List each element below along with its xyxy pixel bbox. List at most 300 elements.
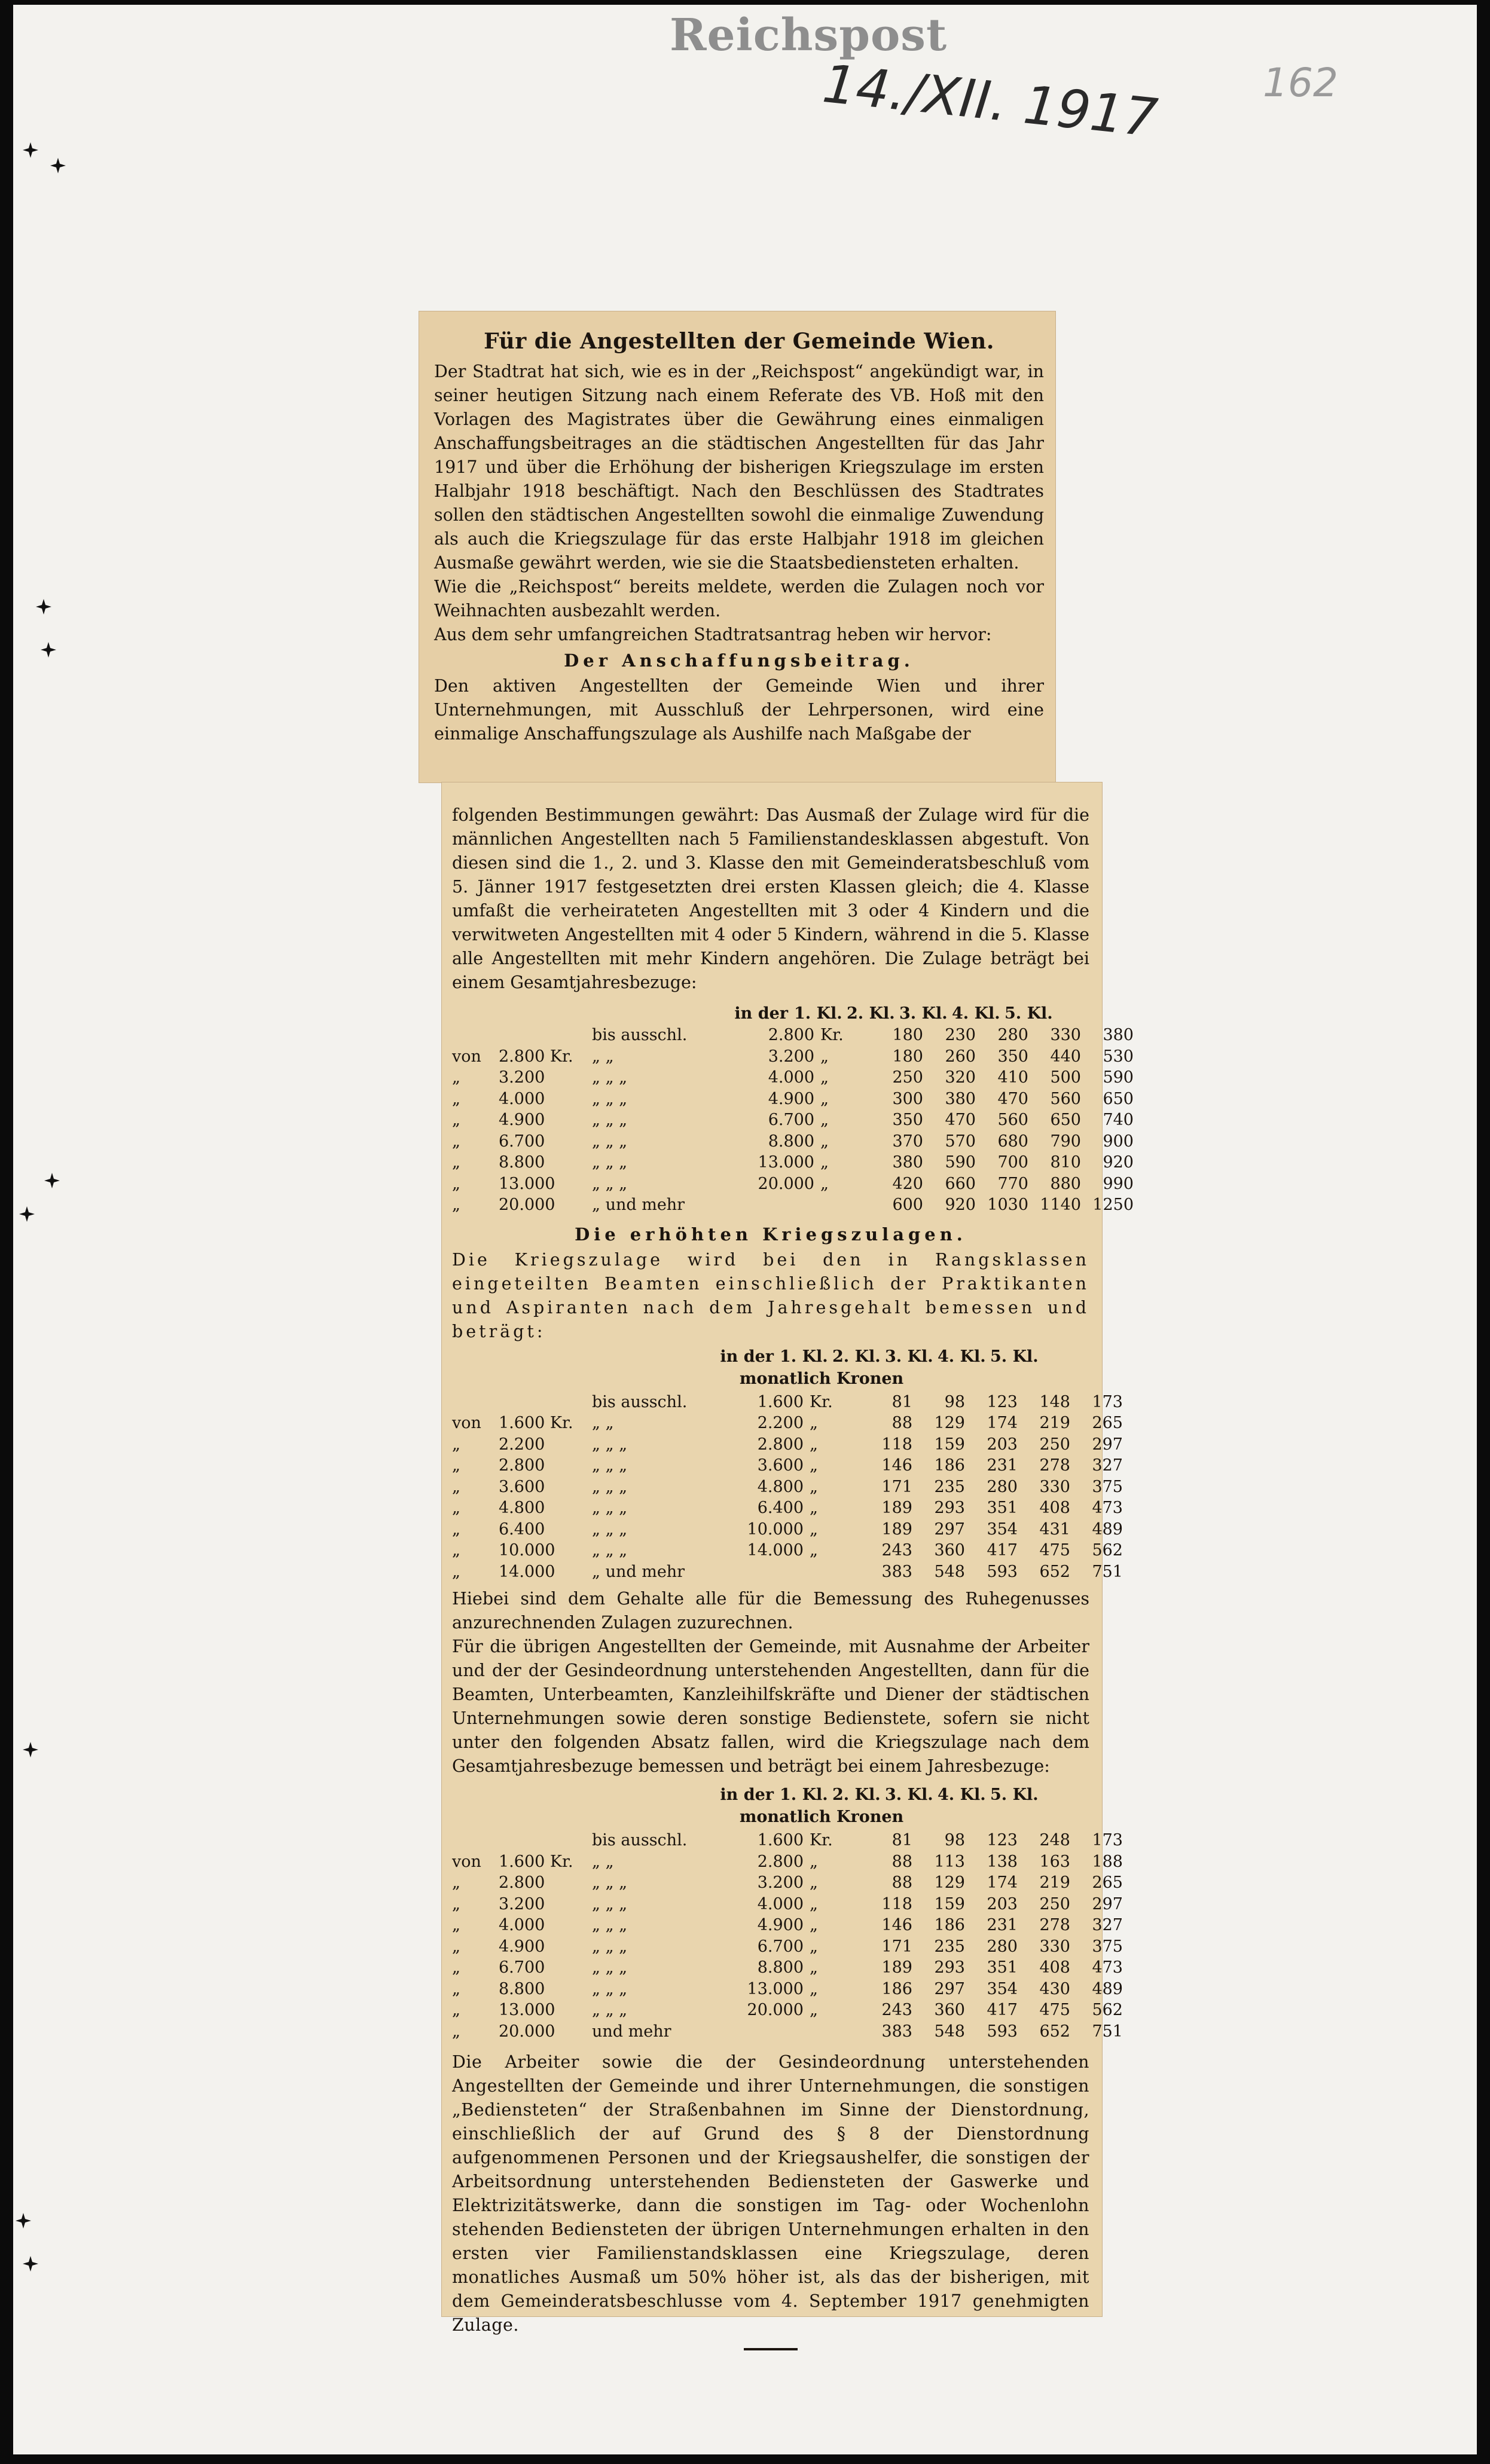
row-value-cell: 593 bbox=[987, 2022, 1018, 2041]
row-to-cell: 6.400 bbox=[757, 1499, 804, 1517]
row-bis-cell: „ „ bbox=[592, 1047, 614, 1066]
row-value-cell: 189 bbox=[881, 1520, 912, 1539]
row-von-cell: „ bbox=[452, 1894, 460, 1913]
table-row bbox=[452, 1109, 1134, 1131]
row-unit-cell: „ bbox=[820, 1153, 829, 1172]
row-value-cell: 260 bbox=[945, 1047, 976, 1066]
row-unit-cell: „ bbox=[810, 1414, 818, 1432]
row-von-cell bbox=[452, 1025, 499, 1046]
table2-header bbox=[452, 1346, 1089, 1368]
row-value-cell: 470 bbox=[945, 1111, 976, 1129]
row-bis-cell: „ „ bbox=[592, 1414, 614, 1432]
row-value-cell: 203 bbox=[987, 1894, 1018, 1913]
row-bis-cell: „ und mehr bbox=[592, 1562, 685, 1581]
row-value-cell: 351 bbox=[987, 1499, 1018, 1517]
row-from-cell: 8.800 bbox=[499, 1153, 545, 1172]
row-to-cell: 14.000 bbox=[747, 1541, 804, 1560]
row-from-cell: 6.700 bbox=[499, 1132, 545, 1151]
table-header-prefix: in der bbox=[720, 1786, 774, 1804]
table-header-class: 4. Kl. bbox=[938, 1347, 986, 1366]
end-rule bbox=[744, 2348, 798, 2350]
row-value-cell: 360 bbox=[934, 1541, 965, 1560]
section-heading-kriegszulagen: Die erhöhten Kriegszulagen. bbox=[575, 1224, 967, 1245]
row-value-cell: 180 bbox=[892, 1026, 923, 1044]
row-value-cell: 146 bbox=[881, 1456, 912, 1475]
row-from-cell: 6.700 bbox=[499, 1958, 545, 1977]
table-row bbox=[452, 1561, 1123, 1583]
table-row bbox=[452, 1067, 1134, 1089]
row-to-cell: 4.900 bbox=[768, 1089, 814, 1108]
row-bis-cell: „ „ „ bbox=[592, 1979, 628, 1998]
row-value-cell: 173 bbox=[1092, 1831, 1123, 1849]
row-von-cell: „ bbox=[452, 1979, 460, 1998]
row-value-cell: 548 bbox=[934, 2022, 965, 2041]
row-bis-cell: „ „ „ bbox=[592, 1937, 628, 1956]
row-unit-cell: „ bbox=[820, 1174, 829, 1193]
row-value-cell: 700 bbox=[997, 1153, 1028, 1172]
row-value-cell: 81 bbox=[891, 1392, 912, 1411]
row-value-cell: 383 bbox=[881, 2022, 912, 2041]
row-value-cell: 171 bbox=[881, 1937, 912, 1956]
row-from-cell: 14.000 bbox=[499, 1562, 555, 1581]
row-to-cell: 4.000 bbox=[768, 1068, 814, 1087]
row-value-cell: 660 bbox=[945, 1174, 976, 1193]
table-row bbox=[452, 1455, 1123, 1476]
table-header-class: 5. Kl. bbox=[990, 1786, 1039, 1804]
row-value-cell: 123 bbox=[987, 1392, 1018, 1411]
row-bis-cell: „ „ „ bbox=[592, 1132, 628, 1151]
row-from-cell: 20.000 bbox=[499, 1196, 555, 1214]
row-unit-cell: „ bbox=[820, 1047, 829, 1066]
row-value-cell: 148 bbox=[1039, 1392, 1070, 1411]
table-row bbox=[452, 2000, 1123, 2021]
row-value-cell: 293 bbox=[934, 1958, 965, 1977]
row-value-cell: 408 bbox=[1039, 1958, 1070, 1977]
row-value-cell: 751 bbox=[1092, 2022, 1123, 2041]
row-value-cell: 186 bbox=[881, 1979, 912, 1998]
anschaffungszulage-table bbox=[452, 1025, 1134, 1216]
table-row bbox=[452, 1957, 1123, 1979]
pin-hole-icon bbox=[43, 1172, 57, 1186]
row-from-cell bbox=[499, 1830, 592, 1851]
row-value-cell: 231 bbox=[987, 1456, 1018, 1475]
row-value-cell: 562 bbox=[1092, 2001, 1123, 2019]
row-value-cell: 297 bbox=[1092, 1894, 1123, 1913]
row-value-cell: 327 bbox=[1092, 1456, 1123, 1475]
row-von-cell: „ bbox=[452, 1916, 460, 1934]
row-von-cell: von bbox=[452, 1414, 481, 1432]
table-row bbox=[452, 1936, 1123, 1958]
table-row bbox=[452, 1894, 1123, 1915]
row-von-cell: „ bbox=[452, 1174, 460, 1193]
row-von-cell: „ bbox=[452, 1520, 460, 1539]
row-to-cell: 4.800 bbox=[757, 1477, 804, 1496]
row-from-cell: 4.000 bbox=[499, 1916, 545, 1934]
row-to-cell: 2.800 bbox=[768, 1026, 814, 1044]
table-header-prefix: in der bbox=[734, 1004, 788, 1023]
row-value-cell: 219 bbox=[1039, 1873, 1070, 1892]
table-header-class: 2. Kl. bbox=[832, 1786, 881, 1804]
row-from-cell: 2.800 bbox=[499, 1873, 545, 1892]
row-bis-cell: „ „ „ bbox=[592, 1089, 628, 1108]
row-value-cell: 174 bbox=[987, 1414, 1018, 1432]
row-value-cell: 548 bbox=[934, 1562, 965, 1581]
row-value-cell: 440 bbox=[1050, 1047, 1081, 1066]
reichspost-stamp: Reichspost bbox=[670, 10, 948, 61]
table-header-class: 3. Kl. bbox=[899, 1004, 948, 1023]
row-value-cell: 138 bbox=[987, 1852, 1018, 1871]
row-value-cell: 530 bbox=[1103, 1047, 1134, 1066]
table2-unit-label: monatlich Kronen bbox=[739, 1369, 904, 1388]
row-von-cell: „ bbox=[452, 2001, 460, 2019]
section1-paragraph: Den aktiven Angestellten der Gemeinde Wien und ihrer Unternehmungen, mit Ausschluß der Lehrpersonen, wird eine einmalige Anschaffungszulage als Aushilfe nach Maßgabe der bbox=[434, 676, 1044, 744]
row-value-cell: 380 bbox=[892, 1153, 923, 1172]
row-value-cell: 330 bbox=[1039, 1477, 1070, 1496]
table-header-class: 5. Kl. bbox=[1004, 1004, 1053, 1023]
row-from-cell: 10.000 bbox=[499, 1541, 555, 1560]
row-unit-cell: „ bbox=[810, 1541, 818, 1560]
table-row bbox=[452, 1152, 1134, 1173]
row-value-cell: 129 bbox=[934, 1414, 965, 1432]
row-from-cell: 2.200 bbox=[499, 1435, 545, 1454]
table-header-class: 3. Kl. bbox=[885, 1347, 933, 1366]
table-header-class: 2. Kl. bbox=[832, 1347, 881, 1366]
row-value-cell: 590 bbox=[1103, 1068, 1134, 1087]
row-from-cell: 4.800 bbox=[499, 1499, 545, 1517]
row-unit-cell: „ bbox=[810, 1873, 818, 1892]
table-row bbox=[452, 1915, 1123, 1936]
row-value-cell: 280 bbox=[997, 1026, 1028, 1044]
row-value-cell: 129 bbox=[934, 1873, 965, 1892]
row-value-cell: 231 bbox=[987, 1916, 1018, 1934]
row-value-cell: 560 bbox=[997, 1111, 1028, 1129]
row-value-cell: 330 bbox=[1039, 1937, 1070, 1956]
table-row bbox=[452, 1413, 1123, 1434]
row-unit-cell bbox=[810, 2021, 866, 2043]
row-from-cell: 3.200 bbox=[499, 1894, 545, 1913]
row-unit-cell: „ bbox=[820, 1132, 829, 1151]
row-bis-cell: „ „ „ bbox=[592, 1499, 628, 1517]
row-value-cell: 118 bbox=[881, 1435, 912, 1454]
row-value-cell: 354 bbox=[987, 1520, 1018, 1539]
intro-paragraph: Aus dem sehr umfangreichen Stadtratsantrag heben wir hervor: bbox=[434, 625, 992, 644]
newspaper-clipping-bottom bbox=[441, 782, 1134, 2335]
angestellten-kriegszulage-table bbox=[452, 1830, 1123, 2042]
row-value-cell: 265 bbox=[1092, 1414, 1123, 1432]
row-unit-cell: „ bbox=[810, 1499, 818, 1517]
row-value-cell: 920 bbox=[945, 1196, 976, 1214]
row-value-cell: 235 bbox=[934, 1477, 965, 1496]
row-value-cell: 174 bbox=[987, 1873, 1018, 1892]
row-value-cell: 1030 bbox=[987, 1196, 1028, 1214]
row-von-cell: von bbox=[452, 1047, 481, 1066]
row-value-cell: 243 bbox=[881, 2001, 912, 2019]
table-header-class: 3. Kl. bbox=[885, 1786, 933, 1804]
section4-paragraph: Die Arbeiter sowie die der Gesindeordnung unterstehenden Angestellten der Gemeinde und ihrer Unternehmungen, die sonstigen „Bediensteten“ der Straßenbahnen im Sinne der Dienstordnung, einschließlich der auf Grund des § 8 der Dienstordnung aufgenommenen Personen und der Kriegsaushelfer, die sonstigen der Arbeitsordnung unterstehenden Bediensteten der Gaswerke und Elektrizitätswerke, dann die sonstigen im Tag- oder Wochenlohn stehenden Bediensteten der übrigen Unternehmungen erhalten in den ersten vier Familienstandsklassen eine Kriegszulage, deren monatliches Ausmaß um 50% höher ist, als das der bisherigen, mit dem Gemeinderatsbeschlusse vom 4. September 1917 genehmigten Zulage. bbox=[452, 2052, 1089, 2335]
row-value-cell: 880 bbox=[1050, 1174, 1081, 1193]
row-value-cell: 203 bbox=[987, 1435, 1018, 1454]
table-header-class: 4. Kl. bbox=[938, 1786, 986, 1804]
row-value-cell: 330 bbox=[1050, 1026, 1081, 1044]
row-von-cell: „ bbox=[452, 1196, 460, 1214]
row-value-cell: 180 bbox=[892, 1047, 923, 1066]
row-value-cell: 278 bbox=[1039, 1456, 1070, 1475]
table-header-class: 5. Kl. bbox=[990, 1347, 1039, 1366]
row-unit-cell: „ bbox=[820, 1089, 829, 1108]
row-value-cell: 380 bbox=[1103, 1026, 1134, 1044]
row-unit-cell bbox=[820, 1194, 877, 1216]
row-bis-cell: „ „ „ bbox=[592, 1916, 628, 1934]
pin-hole-icon bbox=[22, 1741, 39, 1759]
row-value-cell: 790 bbox=[1050, 1132, 1081, 1151]
row-value-cell: 420 bbox=[892, 1174, 923, 1193]
row-von-cell: „ bbox=[452, 1153, 460, 1172]
row-unit-cell bbox=[810, 1561, 866, 1583]
row-value-cell: 320 bbox=[945, 1068, 976, 1087]
row-from-cell bbox=[499, 1392, 592, 1413]
row-to-cell bbox=[727, 1561, 810, 1583]
table-row bbox=[452, 1497, 1123, 1519]
row-value-cell: 230 bbox=[945, 1026, 976, 1044]
row-value-cell: 1140 bbox=[1040, 1196, 1081, 1214]
table-header-prefix: in der bbox=[720, 1347, 774, 1366]
row-value-cell: 265 bbox=[1092, 1873, 1123, 1892]
pin-hole-icon bbox=[22, 2255, 39, 2273]
row-value-cell: 88 bbox=[891, 1852, 912, 1871]
row-unit-cell: Kr. bbox=[810, 1392, 833, 1411]
row-from-cell: 13.000 bbox=[499, 1174, 555, 1193]
row-value-cell: 900 bbox=[1103, 1132, 1134, 1151]
row-value-cell: 810 bbox=[1050, 1153, 1081, 1172]
section2-paragraph: Die Kriegszulage wird bei den in Rangsklassen eingeteilten Beamten einschließlich der Praktikanten und Aspiranten nach dem Jahresgehalt bemessen und beträgt: bbox=[452, 1249, 1089, 1341]
table-row bbox=[452, 1851, 1123, 1873]
row-von-cell: „ bbox=[452, 1958, 460, 1977]
row-bis-cell: „ „ „ bbox=[592, 1873, 628, 1892]
table-row bbox=[452, 1046, 1134, 1068]
row-unit-cell: „ bbox=[810, 1958, 818, 1977]
row-bis-cell: „ „ „ bbox=[592, 1435, 628, 1454]
table3-unit-label: monatlich Kronen bbox=[739, 1808, 904, 1826]
row-value-cell: 163 bbox=[1039, 1852, 1070, 1871]
row-value-cell: 297 bbox=[1092, 1435, 1123, 1454]
table-row bbox=[452, 1519, 1123, 1540]
intro-paragraph: Wie die „Reichspost“ bereits meldete, werden die Zulagen noch vor Weihnachten ausbezahlt werden. bbox=[434, 577, 1044, 620]
row-value-cell: 740 bbox=[1103, 1111, 1134, 1129]
table-row bbox=[452, 1131, 1134, 1152]
row-value-cell: 560 bbox=[1050, 1089, 1081, 1108]
row-bis-cell: bis ausschl. bbox=[592, 1026, 688, 1044]
row-unit-cell: „ bbox=[810, 1520, 818, 1539]
beamten-kriegszulage-table bbox=[452, 1392, 1123, 1583]
row-value-cell: 280 bbox=[987, 1477, 1018, 1496]
row-bis-cell: „ „ „ bbox=[592, 1477, 628, 1496]
row-from-cell: 6.400 bbox=[499, 1520, 545, 1539]
row-bis-cell: „ „ „ bbox=[592, 1153, 628, 1172]
row-value-cell: 380 bbox=[945, 1089, 976, 1108]
row-to-cell: 2.800 bbox=[757, 1852, 804, 1871]
row-von-cell: „ bbox=[452, 1937, 460, 1956]
row-von-cell: „ bbox=[452, 1477, 460, 1496]
row-value-cell: 173 bbox=[1092, 1392, 1123, 1411]
row-from-cell bbox=[499, 1025, 592, 1046]
row-value-cell: 278 bbox=[1039, 1916, 1070, 1934]
row-bis-cell: „ „ „ bbox=[592, 1520, 628, 1539]
row-value-cell: 410 bbox=[997, 1068, 1028, 1087]
row-unit-cell: „ bbox=[810, 1477, 818, 1496]
row-value-cell: 250 bbox=[1039, 1894, 1070, 1913]
row-to-cell: 8.800 bbox=[768, 1132, 814, 1151]
row-von-cell: von bbox=[452, 1852, 481, 1871]
row-to-cell: 13.000 bbox=[758, 1153, 814, 1172]
table-row bbox=[452, 1540, 1123, 1561]
pin-hole-icon bbox=[18, 1205, 36, 1223]
row-value-cell: 590 bbox=[945, 1153, 976, 1172]
row-value-cell: 751 bbox=[1092, 1562, 1123, 1581]
row-to-cell: 10.000 bbox=[747, 1520, 804, 1539]
row-from-cell: 2.800 bbox=[499, 1456, 545, 1475]
row-to-cell: 6.700 bbox=[757, 1937, 804, 1956]
row-to-cell: 8.800 bbox=[757, 1958, 804, 1977]
pin-hole-icon bbox=[22, 141, 39, 159]
row-to-cell: 20.000 bbox=[747, 2001, 804, 2019]
row-value-cell: 383 bbox=[881, 1562, 912, 1581]
row-value-cell: 990 bbox=[1103, 1174, 1134, 1193]
row-from-cell: 1.600 Kr. bbox=[499, 1414, 573, 1432]
row-value-cell: 88 bbox=[891, 1873, 912, 1892]
row-to-cell: 3.200 bbox=[757, 1873, 804, 1892]
row-von-cell bbox=[452, 1830, 499, 1851]
row-value-cell: 475 bbox=[1039, 1541, 1070, 1560]
pin-hole-icon bbox=[35, 598, 53, 616]
table-row bbox=[452, 1173, 1134, 1195]
table-row bbox=[452, 2021, 1123, 2043]
table-header-class: 1. Kl. bbox=[794, 1004, 842, 1023]
row-value-cell: 430 bbox=[1039, 1979, 1070, 1998]
row-value-cell: 562 bbox=[1092, 1541, 1123, 1560]
row-value-cell: 98 bbox=[944, 1831, 965, 1849]
row-unit-cell: „ bbox=[810, 1435, 818, 1454]
row-value-cell: 219 bbox=[1039, 1414, 1070, 1432]
table-header-class: 2. Kl. bbox=[847, 1004, 895, 1023]
row-value-cell: 243 bbox=[881, 1541, 912, 1560]
row-to-cell: 13.000 bbox=[747, 1979, 804, 1998]
row-value-cell: 360 bbox=[934, 2001, 965, 2019]
row-to-cell: 20.000 bbox=[758, 1174, 814, 1193]
row-value-cell: 375 bbox=[1092, 1477, 1123, 1496]
row-value-cell: 98 bbox=[944, 1392, 965, 1411]
row-value-cell: 250 bbox=[892, 1068, 923, 1087]
row-value-cell: 300 bbox=[892, 1089, 923, 1108]
table-header-class: 1. Kl. bbox=[780, 1786, 828, 1804]
row-value-cell: 1250 bbox=[1092, 1196, 1134, 1214]
row-unit-cell: „ bbox=[810, 1979, 818, 1998]
pin-hole-icon bbox=[14, 2212, 32, 2230]
table-row bbox=[452, 1025, 1134, 1046]
table-row bbox=[452, 1979, 1123, 2000]
row-von-cell: „ bbox=[452, 1541, 460, 1560]
row-value-cell: 297 bbox=[934, 1520, 965, 1539]
row-unit-cell: Kr. bbox=[810, 1831, 833, 1849]
row-value-cell: 593 bbox=[987, 1562, 1018, 1581]
row-von-cell bbox=[452, 1392, 499, 1413]
row-unit-cell: Kr. bbox=[820, 1026, 844, 1044]
row-bis-cell: „ und mehr bbox=[592, 1196, 685, 1214]
row-value-cell: 186 bbox=[934, 1916, 965, 1934]
row-unit-cell: „ bbox=[810, 1916, 818, 1934]
row-value-cell: 470 bbox=[997, 1089, 1028, 1108]
table-row bbox=[452, 1476, 1123, 1498]
row-value-cell: 475 bbox=[1039, 2001, 1070, 2019]
row-von-cell: „ bbox=[452, 1562, 460, 1581]
row-bis-cell: „ „ „ bbox=[592, 1894, 628, 1913]
row-to-cell bbox=[727, 2021, 810, 2043]
newspaper-clipping-top bbox=[419, 311, 1056, 783]
row-von-cell: „ bbox=[452, 1111, 460, 1129]
row-von-cell: „ bbox=[452, 1089, 460, 1108]
row-value-cell: 570 bbox=[945, 1132, 976, 1151]
row-value-cell: 489 bbox=[1092, 1520, 1123, 1539]
row-value-cell: 354 bbox=[987, 1979, 1018, 1998]
row-value-cell: 473 bbox=[1092, 1958, 1123, 1977]
row-to-cell: 2.200 bbox=[757, 1414, 804, 1432]
row-unit-cell: „ bbox=[820, 1068, 829, 1087]
row-value-cell: 417 bbox=[987, 1541, 1018, 1560]
row-value-cell: 650 bbox=[1103, 1089, 1134, 1108]
row-bis-cell: „ „ „ bbox=[592, 1958, 628, 1977]
row-value-cell: 186 bbox=[934, 1456, 965, 1475]
row-value-cell: 770 bbox=[997, 1174, 1028, 1193]
row-from-cell: 8.800 bbox=[499, 1979, 545, 1998]
row-von-cell: „ bbox=[452, 1873, 460, 1892]
row-bis-cell: und mehr bbox=[592, 2022, 671, 2041]
row-to-cell: 1.600 bbox=[757, 1392, 804, 1411]
row-value-cell: 171 bbox=[881, 1477, 912, 1496]
table-row bbox=[452, 1392, 1123, 1413]
row-value-cell: 250 bbox=[1039, 1435, 1070, 1454]
row-value-cell: 375 bbox=[1092, 1937, 1123, 1956]
row-to-cell: 4.000 bbox=[757, 1894, 804, 1913]
row-value-cell: 500 bbox=[1050, 1068, 1081, 1087]
table3-header bbox=[452, 1784, 1089, 1806]
row-from-cell: 2.800 Kr. bbox=[499, 1047, 573, 1066]
row-unit-cell: „ bbox=[810, 1894, 818, 1913]
row-unit-cell: „ bbox=[810, 1852, 818, 1871]
table-header-class: 1. Kl. bbox=[780, 1347, 828, 1366]
row-value-cell: 920 bbox=[1103, 1153, 1134, 1172]
row-von-cell: „ bbox=[452, 1132, 460, 1151]
row-from-cell: 4.900 bbox=[499, 1937, 545, 1956]
row-unit-cell: „ bbox=[810, 1456, 818, 1475]
row-value-cell: 146 bbox=[881, 1916, 912, 1934]
table-row bbox=[452, 1434, 1123, 1456]
row-to-cell bbox=[727, 1194, 820, 1216]
table-row bbox=[452, 1872, 1123, 1894]
row-unit-cell: „ bbox=[810, 1937, 818, 1956]
row-to-cell: 6.700 bbox=[768, 1111, 814, 1129]
row-from-cell: 13.000 bbox=[499, 2001, 555, 2019]
row-von-cell: „ bbox=[452, 1435, 460, 1454]
row-from-cell: 3.600 bbox=[499, 1477, 545, 1496]
row-bis-cell: „ „ „ bbox=[592, 1068, 628, 1087]
section3-paragraph: Für die übrigen Angestellten der Gemeinde, mit Ausnahme der Arbeiter und der der Gesindeordnung unterstehenden Angestellten, dann für die Beamten, Unterbeamten, Kanzleihilfskräfte und Diener der städtischen Unternehmungen sowie deren sonstige Bedienstete, sofern sie nicht unter den folgenden Absatz fallen, wird die Kriegszulage nach dem Gesamtjahresbezuge bemessen und beträgt bei einem Jahresbezuge: bbox=[452, 1637, 1089, 1776]
row-bis-cell: „ „ bbox=[592, 1852, 614, 1871]
row-value-cell: 293 bbox=[934, 1499, 965, 1517]
table-header-class: 4. Kl. bbox=[952, 1004, 1000, 1023]
row-value-cell: 188 bbox=[1092, 1852, 1123, 1871]
row-value-cell: 327 bbox=[1092, 1916, 1123, 1934]
row-bis-cell: „ „ „ bbox=[592, 1111, 628, 1129]
pin-hole-icon bbox=[49, 157, 62, 170]
